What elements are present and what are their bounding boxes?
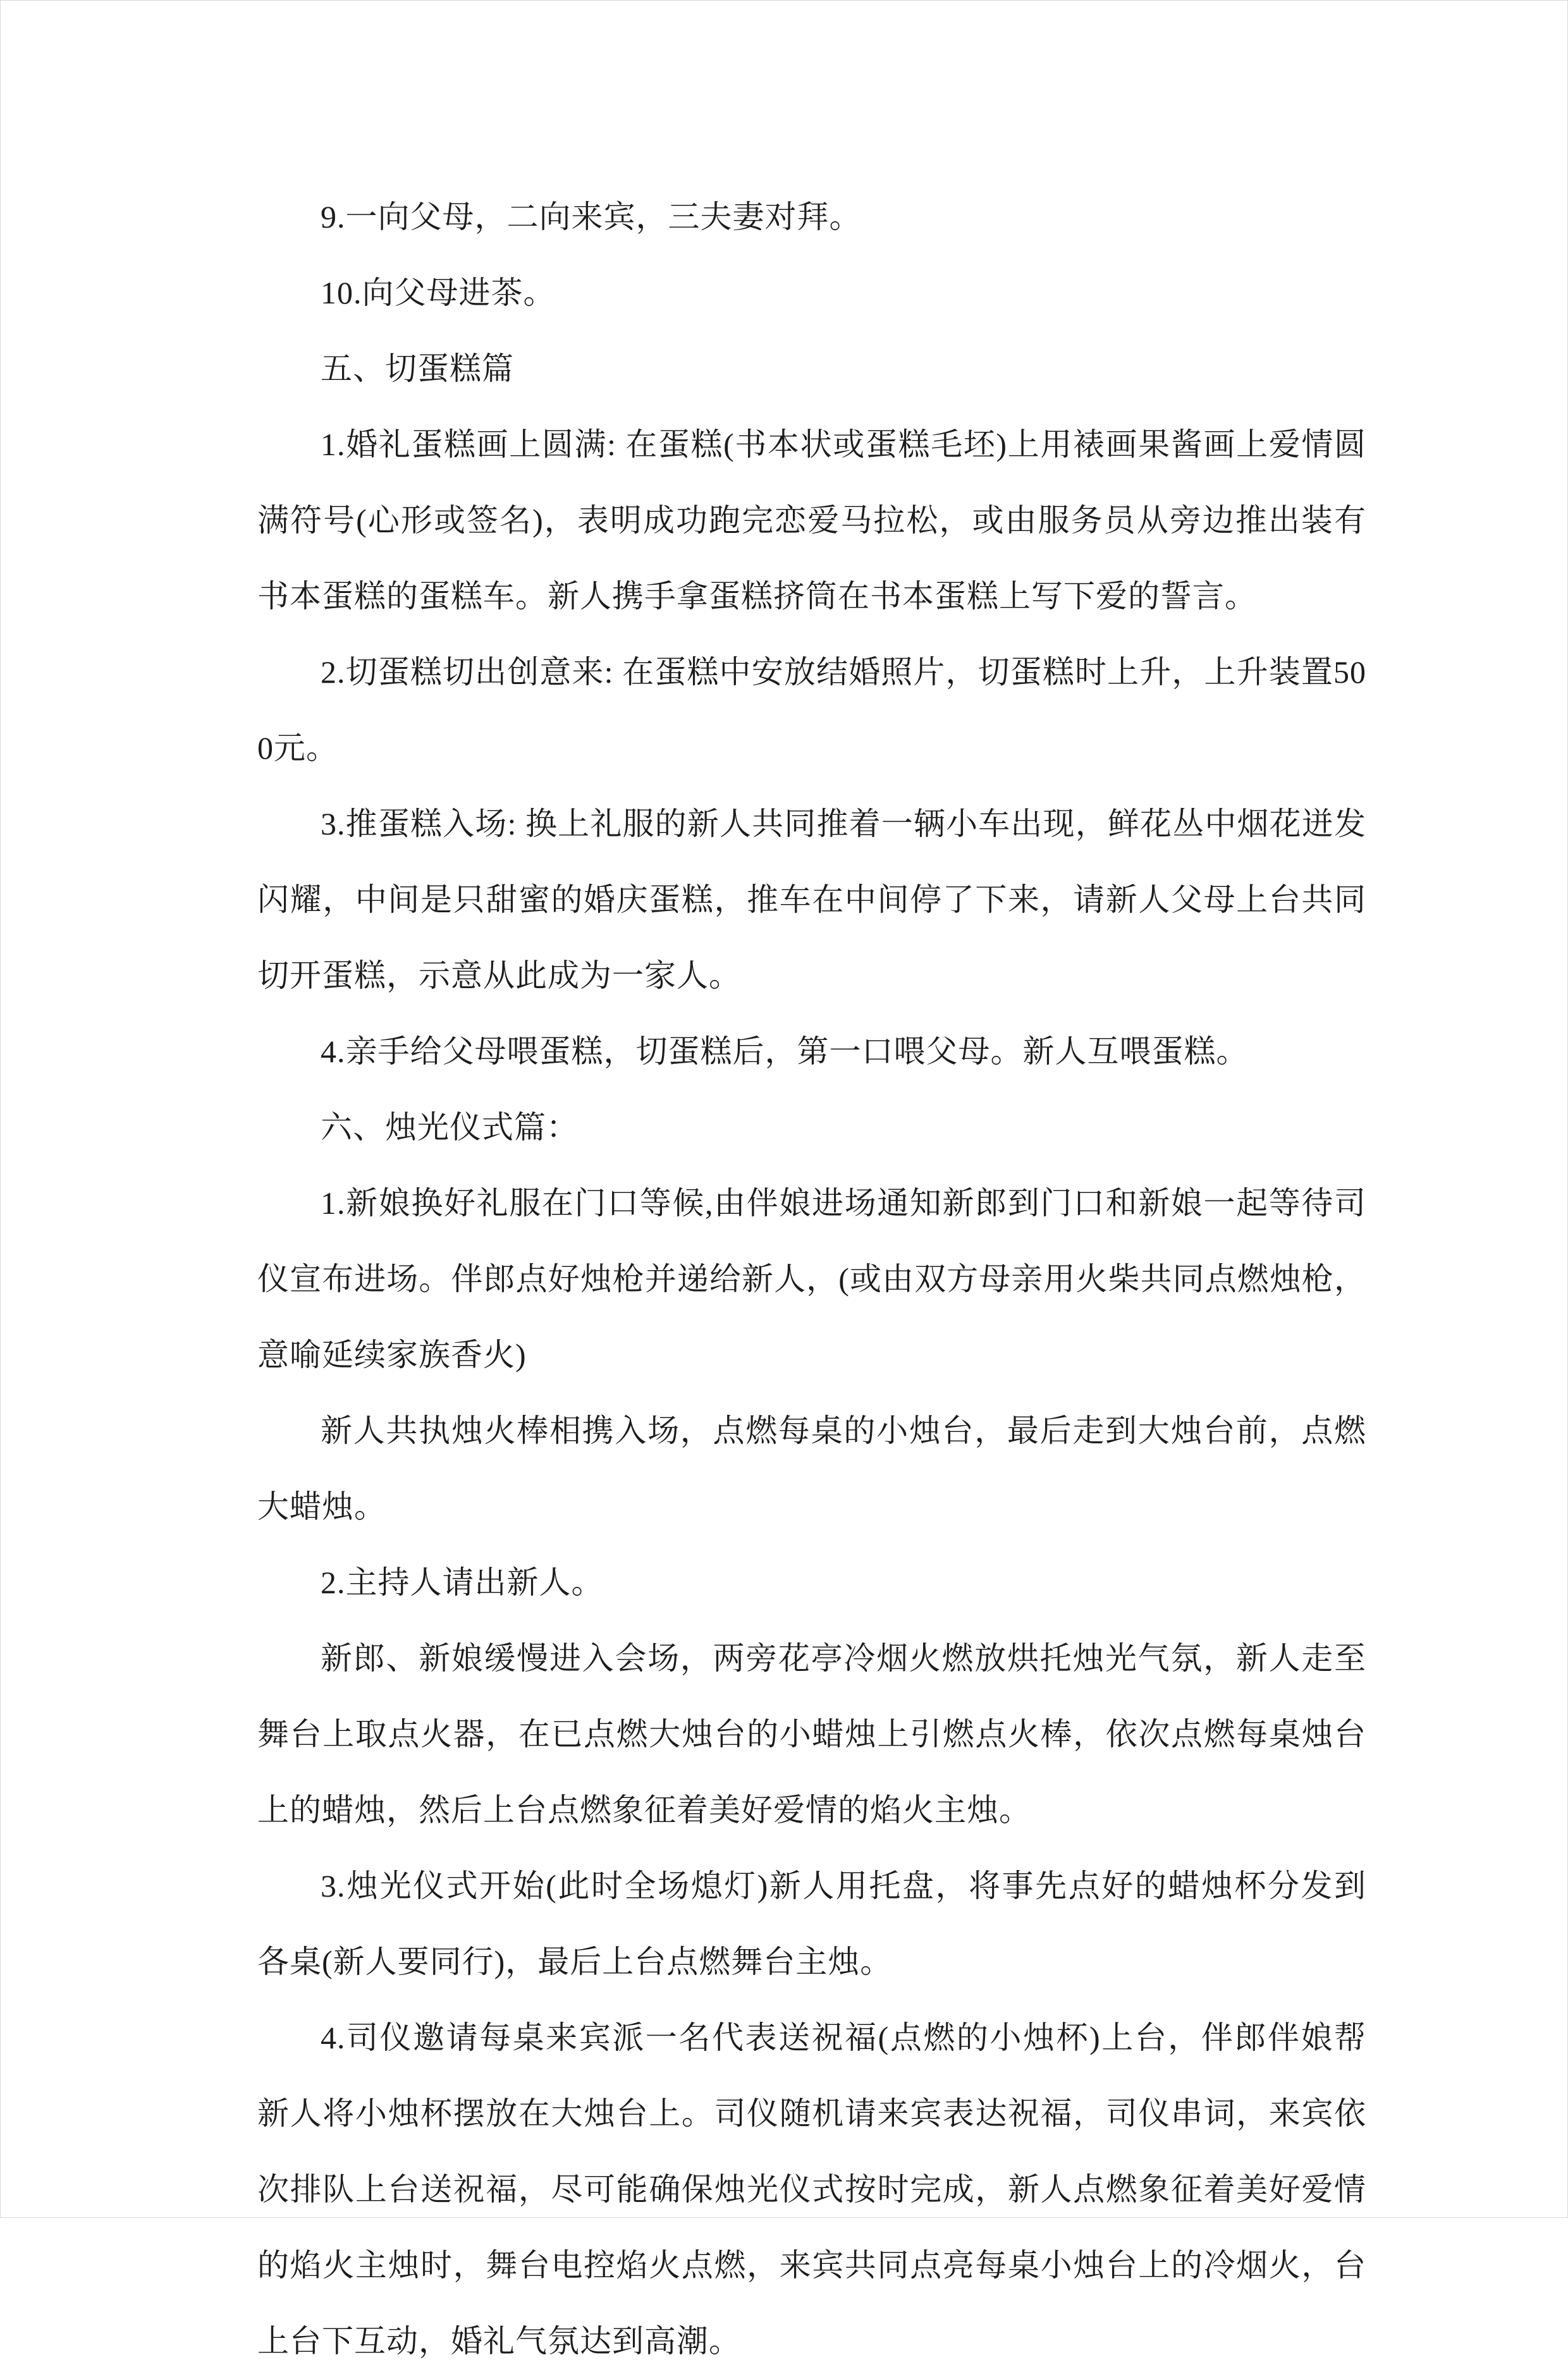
paragraph: 新郎、新娘缓慢进入会场，两旁花亭冷烟火燃放烘托烛光气氛，新人走至舞台上取点火器，在已点燃大烛台的小蜡烛上引燃点火棒，依次点燃每桌烛台上的蜡烛，然后上台点燃象征着美好爱情的焰火主烛。 <box>257 1641 1366 1828</box>
paragraph: 1.新娘换好礼服在门口等候,由伴娘进场通知新郎到门口和新娘一起等待司仪宣布进场。伴郎点好烛枪并递给新人，(或由双方母亲用火柴共同点燃烛枪，意喻延续家族香火) <box>257 1185 1366 1373</box>
paragraph: 新人共执烛火棒相携入场，点燃每桌的小烛台，最后走到大烛台前，点燃大蜡烛。 <box>257 1413 1366 1524</box>
document-content <box>257 179 1366 2379</box>
paragraph: 4.司仪邀请每桌来宾派一名代表送祝福(点燃的小烛杯)上台，伴郎伴娘帮新人将小烛杯摆放在大烛台上。司仪随机请来宾表达祝福，司仪串词，来宾依次排队上台送祝福，尽可能确保烛光仪式按时完成，新人点燃象征着美好爱情的焰火主烛时，舞台电控焰火点燃，来宾共同点亮每桌小烛台上的冷烟火，台上台下互动，婚礼气氛达到高潮。 <box>257 2020 1366 2359</box>
paragraph: 2.切蛋糕切出创意来: 在蛋糕中安放结婚照片，切蛋糕时上升，上升装置500元。 <box>257 654 1366 766</box>
paragraph: 9.一向父母，二向来宾，三夫妻对拜。 <box>321 199 862 235</box>
paragraph: 1.婚礼蛋糕画上圆满: 在蛋糕(书本状或蛋糕毛坯)上用裱画果酱画上爱情圆满符号(心形或签名)，表明成功跑完恋爱马拉松，或由服务员从旁边推出装有书本蛋糕的蛋糕车。新人携手拿蛋糕挤筒在书本蛋糕上写下爱的誓言。 <box>257 427 1366 614</box>
section-heading: 五、切蛋糕篇 <box>321 351 514 386</box>
paragraph: 3.烛光仪式开始(此时全场熄灯)新人用托盘，将事先点好的蜡烛杯分发到各桌(新人要同行)，最后上台点燃舞台主烛。 <box>257 1868 1366 1979</box>
paragraph: 3.推蛋糕入场: 换上礼服的新人共同推着一辆小车出现，鲜花丛中烟花迸发闪耀，中间是只甜蜜的婚庆蛋糕，推车在中间停了下来，请新人父母上台共同切开蛋糕，示意从此成为一家人。 <box>257 806 1366 993</box>
section-heading: 六、烛光仪式篇： <box>321 1110 579 1145</box>
paragraph: 2.主持人请出新人。 <box>321 1565 604 1600</box>
paragraph: 10.向父母进茶。 <box>321 275 556 310</box>
paragraph: 4.亲手给父母喂蛋糕，切蛋糕后，第一口喂父母。新人互喂蛋糕。 <box>321 1034 1249 1069</box>
